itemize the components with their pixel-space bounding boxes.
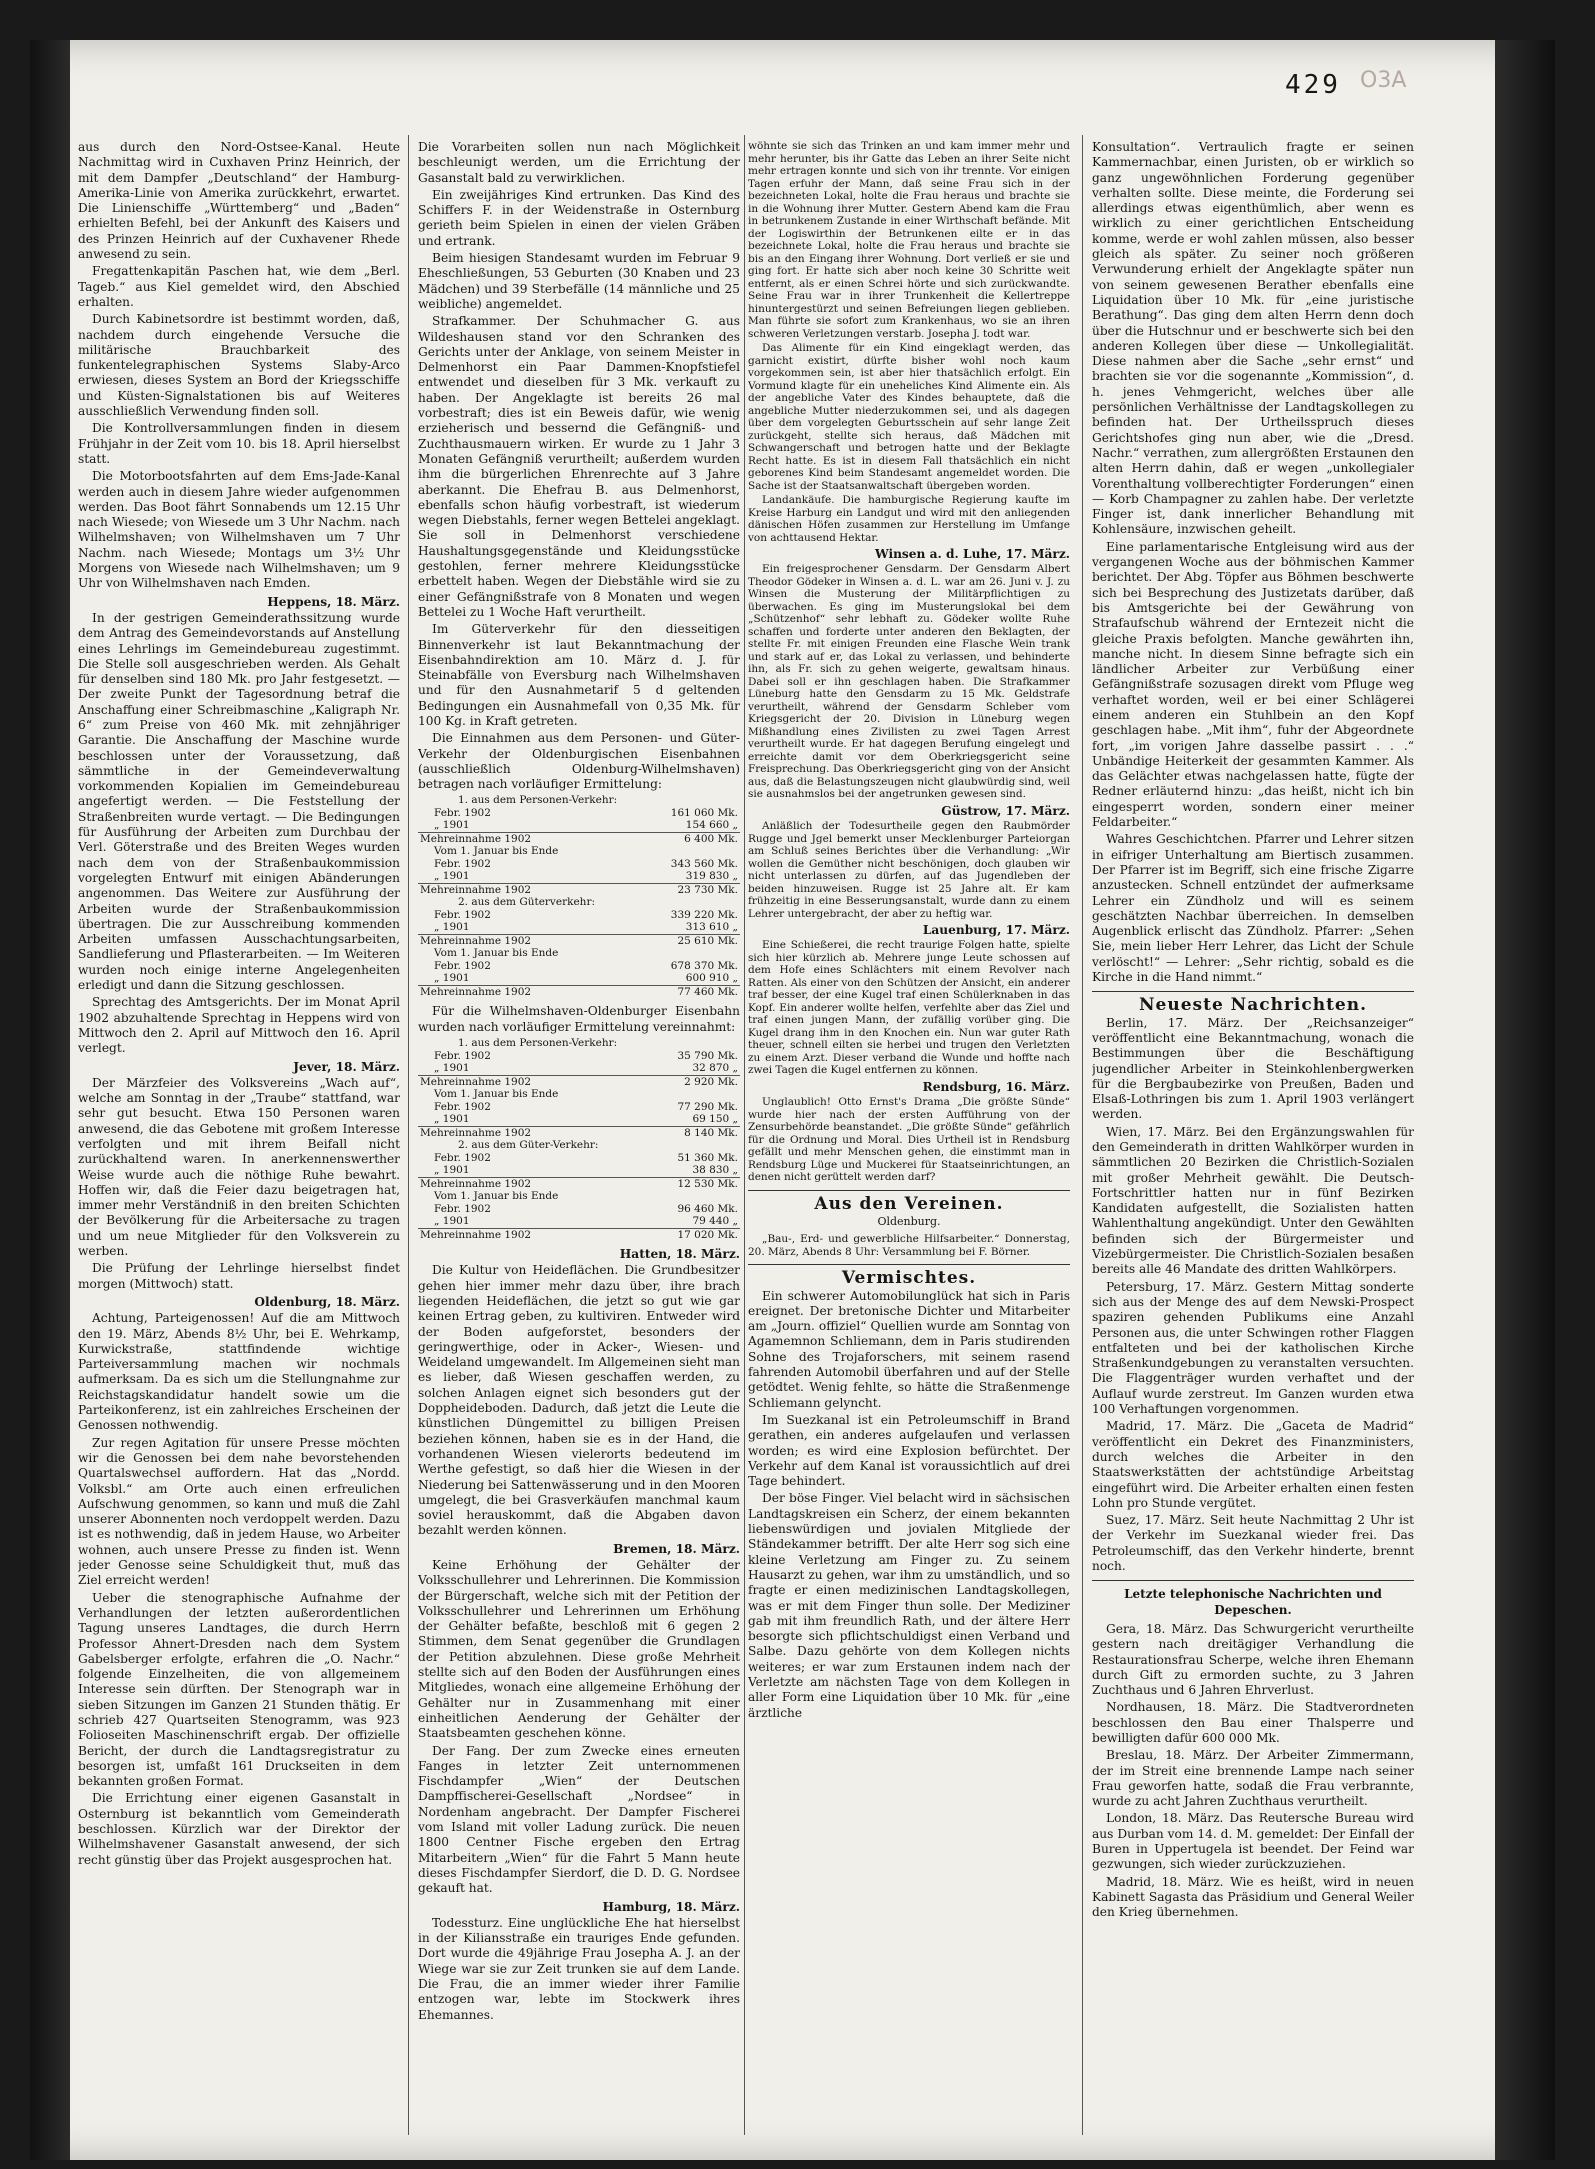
table-cell: Vom 1. Januar bis Ende <box>434 845 559 858</box>
section-subtitle: Oldenburg. <box>877 1214 941 1228</box>
news-item: Berlin, 17. März. Der „Reichsanzeiger“ veröffentlicht eine Bekanntmachung, wonach die Bestimmungen über die Beschäftigung jugendlicher Arbeiter in Steinkohlenbergwerken für die Bergbaubezirke von Preußen, Baden und Elsaß-Lothringen bis zum 1. April 1903 verlängert werden. <box>1092 1015 1414 1122</box>
column-1 <box>78 140 400 2135</box>
section-divider <box>1092 991 1414 992</box>
table-cell: „ 1901 <box>434 1215 470 1228</box>
article-text: Unglaublich! Otto Ernst's Drama „Die größte Sünde“ wurde hier nach der ersten Aufführung von der Zensurbehörde beanstandet. „Die größte Sünde“ gefährlich für die Ordnung und Moral. Dies Urtheil ist in Rendsburg gefällt und mehr Menschen gehen, die einstimmt man in Rendsburg Lüge und Muckerei für Staatseinrichtungen, an denen nicht gerüttelt werden darf? <box>748 1096 1070 1184</box>
article-text: Die Einnahmen aus dem Personen- und Güter-Verkehr der Oldenburgischen Eisenbahnen (ausschließlich Oldenburg-Wilhelmshaven) betragen nach vorläufiger Ermittelung: <box>418 731 740 792</box>
table-cell: 38 830 „ <box>692 1164 738 1177</box>
section-title: Neueste Nachrichten. <box>1138 995 1368 1016</box>
article-text: Die Kontrollversammlungen finden in diesem Frühjahr in der Zeit vom 10. bis 18. April hierselbst statt. <box>78 421 400 466</box>
table-cell <box>633 845 740 858</box>
article-text: Eine Schießerei, die recht traurige Folgen hatte, spielte sich hier kürzlich ab. Mehrere junge Leute schossen auf dem Hofe eines Schlächters mit einem Revolver nach Ratten. Als einer von den Schützen der Ansicht, ein anderer traf besser, der eine Kugel traf einen Schülerknaben in das Kopf. Ein anderer wollte helfen, verfehlte aber das Ziel und traf einen jungen Mann, der zufällig vorüber ging. Die Kugel drang ihm in den Knochen ein. Nun war guter Rath theuer, schnell eilten sie herbei und trugen den Verletzten zu einem Arzt. Dieser verband die Wunde und hoffte nach zwei Tagen die Kugel entfernen zu können. <box>748 939 1070 1077</box>
article-text: In der gestrigen Gemeinderathssitzung wurde dem Antrag des Gemeindevorstands auf Anstellung eines Lehrlings im Gemeindebureau zugestimmt. Die Stelle soll ausgeschrieben werden. Als Gehalt für denselben sind 180 Mk. pro Jahr festgesetzt. — Der zweite Punkt der Tagesordnung betraf die Anschaffung einer Schreibmaschine „Kaligraph Nr. 6“ zum Preise von 460 Mk. mit zehnjähriger Garantie. Die Anschaffung der Maschine wurde beschlossen unter der Voraussetzung, daß sämmtliche in der Gemeindeverwaltung vorkommenden Kopialien im Gemeindebureau angefertigt werden. — Die Feststellung der Straßenbreiten wurde vertagt. — Die Bedingungen für Ausführung der Arbeiten zum Durchbau der Verl. Göterstraße und des Breiten Weges wurden nach dem von der Straßenbaukommission vorgelegten Entwurf mit einigen Abänderungen angenommen. Das Weitere zur Ausführung der Arbeiten wurde der Straßenbaukommission übertragen. Die zur Ausschreibung kommenden Arbeiten umfassen Ausschachtungsarbeiten, Sandlieferung und Pflasterarbeiten. — Im Weiteren wurden noch einige interne Angelegenheiten erledigt und dann die Sitzung geschlossen. <box>78 610 400 993</box>
table-cell: Febr. 1902 <box>434 806 491 819</box>
table-cell: „ 1901 <box>434 972 470 985</box>
dateline: Hatten, 18. März. <box>619 1247 740 1262</box>
article-text: Fregattenkapitän Paschen hat, wie dem „Berl. Tageb.“ aus Kiel gemeldet wird, den Abschied erhalten. <box>78 264 400 309</box>
news-item: Nordhausen, 18. März. Die Stadtverordneten beschlossen den Bau einer Thalsperre und bewilligten dafür 600 000 Mk. <box>1092 1700 1414 1745</box>
table-cell: Vom 1. Januar bis Ende <box>434 947 559 960</box>
table-cell: „ 1901 <box>434 1062 470 1075</box>
article-text: Der Fang. Der zum Zwecke eines erneuten Fanges in letzter Zeit unternommenen Fischdampfer „Wien“ der Deutschen Dampffischerei-Gesellschaft „Nordsee“ in Nordenham angebracht. Der Dampfer Fischerei vom Island mit voller Ladung zurück. Die neuen 1800 Centner Fische ergeben den Ertrag Mitarbeitern „Wien“ für die Fahrt 5 Mann heute dieses Fischdampfer Sierdorf, die D. D. G. Nordsee gekauft hat. <box>418 1743 740 1896</box>
table-cell: Mehreinnahme 1902 <box>418 985 633 998</box>
article-text: Für die Wilhelmshaven-Oldenburger Eisenbahn wurden nach vorläufiger Ermittelung vereinnahmt: <box>418 1004 740 1034</box>
table-cell <box>640 1190 740 1203</box>
table-cell: „ 1901 <box>434 870 470 883</box>
dateline: Winsen a. d. Luhe, 17. März. <box>874 547 1070 561</box>
table-cell: Febr. 1902 <box>434 908 491 921</box>
table-cell: Mehreinnahme 1902 <box>418 1177 640 1190</box>
table-cell: Mehreinnahme 1902 <box>418 934 633 947</box>
section-title: Letzte telephonische Nachrichten und Depeschen. <box>1124 1587 1382 1617</box>
article-text: Zur regen Agitation für unsere Presse möchten wir die Genossen bei dem nahe bevorstehenden Quartalswechsel auffordern. Hat das „Nordd. Volksbl.“ am Orte auch einen erfreulichen Aufschwung genommen, so kann und muß die Zahl unserer Abonnenten noch verdoppelt werden. Dazu ist es nothwendig, daß in jedem Hause, wo Arbeiter wohnen, auch unsere Presse zu finden ist. Wenn jeder Genosse seine Schuldigkeit thut, muß das Ziel erreicht werden! <box>78 1435 400 1588</box>
article-text: Sprechtag des Amtsgerichts. Der im Monat April 1902 abzuhaltende Sprechtag in Heppens wird von Mittwoch den 2. April auf Mittwoch den 16. April verlegt. <box>78 995 400 1056</box>
table-cell: Mehreinnahme 1902 <box>418 1228 640 1241</box>
table-heading: 1. aus dem Personen-Verkehr: <box>458 1037 618 1050</box>
scan-edge-right <box>1495 40 1555 2160</box>
article-text: aus durch den Nord-Ostsee-Kanal. Heute Nachmittag wird in Cuxhaven Prinz Heinrich, der mit dem Dampfer „Deutschland“ der Hamburg-Amerika-Linie von Amerika zurückkehrt, erwartet. Die Linienschiffe „Württemberg“ und „Baden“ erhielten Befehl, bei der Ankunft des Kaisers und des Prinzen Heinrich auf der Cuxhavener Rhede anwesend zu sein. <box>78 140 400 262</box>
table-cell: Mehreinnahme 1902 <box>418 1075 640 1088</box>
dateline: Güstrow, 17. März. <box>941 803 1070 818</box>
table-cell: Mehreinnahme 1902 <box>418 1126 640 1139</box>
dateline: Jever, 18. März. <box>293 1059 400 1074</box>
table-cell: 77 460 Mk. <box>633 985 740 998</box>
article-text: Der Märzfeier des Volksvereins „Wach auf“, welche am Sonntag in der „Traube“ stattfand, war sehr gut besucht. Etwa 150 Personen waren anwesend, die das Gebotene mit großem Interesse verfolgten und mit ihrem Beifall nicht zurückhaltend waren. In anerkennenswerther Weise wurde auch die nöthige Ruhe bewahrt. Hoffen wir, daß die Feier dazu beigetragen hat, immer mehr Verständniß in den breiten Schichten der Bevölkerung für die Arbeitersache zu tragen und um neue Mitglieder für den Volksverein zu werben. <box>78 1075 400 1259</box>
section-divider <box>1092 1580 1414 1581</box>
table-cell: 313 610 „ <box>685 921 738 934</box>
table-cell: Vom 1. Januar bis Ende <box>434 1190 559 1203</box>
table-cell: 343 560 Mk. <box>670 857 738 870</box>
table-cell: „ 1901 <box>434 1164 470 1177</box>
table-cell: 161 060 Mk. <box>670 806 738 819</box>
dateline: Bremen, 18. März. <box>613 1541 740 1556</box>
article-text: Der böse Finger. Viel belacht wird in sächsischen Landtagskreisen ein Scherz, der einem bekannten liebenswürdigen und jovialen Mitgliede der Ständekammer betrifft. Der alte Herr sog sich eine kleine Verletzung am Finger zu. Zu seinem Hausarzt zu gehen, war ihm zu umständlich, und so fragte er einen medizinischen Landtagskollegen, was er mit dem Finger thun solle. Der Mediziner gab mit ihm freundlich Rath, und der ältere Herr besorgte sich pflichtschuldigst einen Verband und Salbe. Dazu gehörte von dem Kollegen nichts weiteres; er war zum Erstaunen indem nach der Verletzte am nächsten Tage von dem Kollegen in aller Form eine Liquidation über 10 Mk. für „eine ärztliche <box>748 1491 1070 1720</box>
section-title: Aus den Vereinen. <box>814 1193 1004 1214</box>
page-number: 429 <box>1285 70 1341 100</box>
news-item: Suez, 17. März. Seit heute Nachmittag 2 Uhr ist der Verkehr im Suezkanal wieder frei. Das Petroleumschiff, das den Verkehr hinderte, brennt noch. <box>1092 1513 1414 1574</box>
article-text: wöhnte sie sich das Trinken an und kam immer mehr und mehr herunter, bis ihr Gatte das Leben an ihrer Seite nicht mehr ertragen konnte und sich von ihr trennte. Vor einigen Tagen erfuhr der Mann, daß seine Frau sich in der bezeichneten Lokal, holte die Frau heraus und brachte sie in die Wohnung ihrer Mutter. Gestern Abend kam die Frau in betrunkenem Zustande in einer Wirthschaft befände. Mit der Logiswirthin der Betrunkenen eilte er in das bezeichnete Lokal, holte die Frau heraus und brachte sie bis an den Eingang ihrer Wohnung. Dort verließ er sie und ging fort. Er hatte sich aber noch keine 30 Schritte weit entfernt, als er einen Schrei hörte und sich zurückwandte. Seine Frau war in ihrer Trunkenheit die Kellertreppe hinuntergestürzt und seinen Befreiungen liegen geblieben. Man führte sie sofort zum Krankenhaus, wo sie an ihren schweren Verletzungen verstarb. Josepha J. todt war. <box>748 140 1070 340</box>
table-cell: 154 660 „ <box>685 819 738 832</box>
table-cell: 77 290 Mk. <box>677 1100 738 1113</box>
table-cell: Febr. 1902 <box>434 1100 491 1113</box>
column-3 <box>748 140 1070 2135</box>
dateline: Lauenburg, 17. März. <box>922 923 1070 938</box>
dateline: Rendsburg, 16. März. <box>922 1079 1070 1094</box>
table-cell: 319 830 „ <box>685 870 738 883</box>
archive-stamp: O3A <box>1360 68 1407 93</box>
news-item: Breslau, 18. März. Der Arbeiter Zimmermann, der im Streit eine brennende Lampe nach seiner Frau geworfen hatte, sodaß die Frau verbrannte, wurde zu acht Jahren Zuchthaus verurtheilt. <box>1092 1748 1414 1809</box>
table-cell: 79 440 „ <box>692 1215 738 1228</box>
section-divider <box>748 1264 1070 1265</box>
table-heading: 1. aus dem Personen-Verkehr: <box>458 794 618 807</box>
table-cell: 2 920 Mk. <box>640 1075 740 1088</box>
article-text: Die Kultur von Heideflächen. Die Grundbesitzer gehen hier immer mehr dazu über, ihre brach liegenden Heideflächen, die jetzt so gut wie gar keinen Ertrag geben, zu kultiviren. Entweder wird der Boden aufgeforstet, besonders der geringwerthige, oder in Acker-, Wiesen- und Weideland umgewandelt. Im Allgemeinen sieht man es lieber, daß Wiesen geschaffen werden, zu solchen Anlagen eignet sich besonders gut der Doppheideboden. Dadurch, daß jetzt die Leute die künstlichen Düngemittel zu billigen Preisen beziehen können, haben sie es in der Hand, die vorhandenen Wiesen vielerorts bedeutend im Werthe gefestigt, so daß hier die Wiesen in der Niederung bei Sattenwässerung und in den Mooren umgelegt, die bei Grasverkäufen manchmal kaum soviel herauskommt, daß die Abgaben davon bezahlt werden können. <box>418 1263 740 1538</box>
scan-edge-left <box>30 40 70 2160</box>
table-cell: 35 790 Mk. <box>677 1049 738 1062</box>
article-text: Konsultation“. Vertraulich fragte er seinen Kammernachbar, einen Juristen, ob er wirklich so ganz ungewöhnlichen Forderung gegenüber verhalten sollte. Diese meinte, die Forderung sei allerdings etwas eigenthümlich, aber wenn es wirklich zu einer gerichtlichen Entscheidung komme, werde er wohl zahlen müssen, also besser gleich als später. Zu seiner noch größeren Verwunderung erhielt der Angeklagte später nun von seinem gewesenen Berather ebenfalls eine Liquidation über 10 Mk. für „eine juristische Berathung“. Das ging dem alten Herrn denn doch über die Hutschnur und er beschwerte sich bei den anderen Kollegen über diese — Unkollegialität. Diese nahmen aber die Sache „sehr ernst“ und brachten sie vor die sogenannte „Kommission“, d. h. jenes Vehmgericht, welches über alle persönlichen Verhältnisse der Landtagskollegen zu befinden hat. Der Urtheilsspruch dieses Gerichtshofes ging nun aber, wie die „Dresd. Nachr.“ verrathen, zum allergrößten Erstaunen den alten Herrn dahin, daß er wegen „unkollegialer Vorenthaltung vollberechtigter Forderungen“ einen — Korb Champagner zu zahlen habe. Der verletzte Finger ist, dank innerlicher Behandlung mit Kohlensäure, inzwischen geheilt. <box>1092 140 1414 537</box>
table-cell <box>633 947 740 960</box>
table-cell: 678 370 Mk. <box>670 959 738 972</box>
article-text: Ein freigesprochener Gensdarm. Der Gensdarm Albert Theodor Gödeker in Winsen a. d. L. war am 26. Juni v. J. zu Winsen die Musterung der Militärpflichtigen zu überwachen. Es ging im Musterungslokal bei dem „Schützenhof“ sehr lebhaft zu. Gödeker wollte Ruhe schaffen und forderte unter anderen den Beklagten, der stellte Fr. mit einigen Freunden eine Flasche Wein trank und stark auf er, das Lokal zu verlassen, und behinderte ihn, als Fr. sich zu gehen weigerte, gewaltsam hinaus. Dabei soll er ihn geschlagen haben. Die Strafkammer Lüneburg hatte den Gensdarm zu 15 Mk. Geldstrafe verurtheilt, während der Gensdarm Schleber vom Kriegsgericht der 20. Division in Lüneburg wegen Mißhandlung eines Zivilisten zu zwei Tagen Arrest verurtheilt wurde. Er hat dagegen Berufung eingelegt und erreichte damit vor dem Oberkriegsgericht seine Freisprechung. Das Oberkriegsgericht ging von der Ansicht aus, daß die Belastungszeugen nicht glaubwürdig sind, weil sie ausnahmslos bei der angetrunken gewesen sind. <box>748 563 1070 801</box>
news-item: Madrid, 18. März. Wie es heißt, wird in neuen Kabinett Sagasta das Präsidium und General Weiler den Krieg übernehmen. <box>1092 1874 1414 1920</box>
article-text: Ein zweijähriges Kind ertrunken. Das Kind des Schiffers F. in der Weidenstraße in Osternburg gerieth beim Spielen in einen der vielen Gräben und ertrank. <box>418 187 740 248</box>
article-text: Beim hiesigen Standesamt wurden im Februar 9 Eheschließungen, 53 Geburten (30 Knaben und 23 Mädchen) und 39 Sterbefälle (14 männliche und 25 weibliche) angemeldet. <box>418 251 740 311</box>
article-text: Keine Erhöhung der Gehälter der Volksschullehrer und Lehrerinnen. Die Kommission der Bürgerschaft, welche sich mit der Petition der Volksschullehrer und Lehrerinnen um Erhöhung der Gehälter befaßte, beschloß mit 6 gegen 2 Stimmen, dem Senat gegenüber die Grundlagen der Petition abzulehnen. Diese große Mehrheit stellte sich auf den Boden der Ausführungen eines Mitgliedes, wonach eine allgemeine Erhöhung der Gehälter nur in Zusammenhang mit einer einheitlichen Aenderung der Gehälter der Staatsbeamten geschehen könne. <box>418 1558 740 1741</box>
table-cell: Febr. 1902 <box>434 857 491 870</box>
table-cell: 8 140 Mk. <box>640 1126 740 1139</box>
article-text: Im Güterverkehr für den diesseitigen Binnenverkehr ist laut Bekanntmachung der Eisenbahndirektion am 10. März d. J. für Steinabfälle von Eversburg nach Wilhelmshaven und für den Ausnahmetarif 5 d geltenden Bedingungen ein Ausnahmefall von 0,35 Mk. für 100 Kg. in Kraft getreten. <box>418 622 740 728</box>
table-cell: Febr. 1902 <box>434 1202 491 1215</box>
table-cell: Mehreinnahme 1902 <box>418 832 633 845</box>
table-cell: 339 220 Mk. <box>670 908 738 921</box>
column-4 <box>1092 140 1414 2135</box>
table-cell: 51 360 Mk. <box>677 1151 738 1164</box>
column-rule <box>1082 135 1083 2135</box>
news-item: Madrid, 17. März. Die „Gaceta de Madrid“ veröffentlicht ein Dekret des Finanzministers, durch welches die Arbeiter in den Staatswerkstätten der achtstündige Arbeitstag eingeführt wird. Die Arbeiter erhalten einen festen Lohn pro Stunde vergütet. <box>1092 1419 1414 1510</box>
table-cell: 69 150 „ <box>692 1113 738 1126</box>
table-heading: 2. aus dem Güterverkehr: <box>458 896 595 909</box>
table-cell: Vom 1. Januar bis Ende <box>434 1088 559 1101</box>
section-divider <box>748 1190 1070 1191</box>
table-cell: Mehreinnahme 1902 <box>418 883 633 896</box>
revenue-table-1 <box>418 794 740 998</box>
news-item: Petersburg, 17. März. Gestern Mittag sonderte sich aus der Menge des auf dem Newski-Prospect spaziren gehenden Publikums eine Anzahl Personen aus, die unter Schwingen rother Flaggen entfalteten und bei der katholischen Kirche Straßenkundgebungen zu veranstalten versuchten. Die Flaggenträger wurden verhaftet und der Auflauf wurde zerstreut. Im Ganzen wurden etwa 100 Verhaftungen vorgenommen. <box>1092 1279 1414 1417</box>
article-text: Durch Kabinetsordre ist bestimmt worden, daß, nachdem durch eingehende Versuche die militärische Brauchbarkeit des funkentelegraphischen Systems Slaby-Arco erwiesen, dieses System an Bord der Kriegsschiffe und Küsten-Signalstationen bis auf Weiteres ausschließlich Verwendung finden soll. <box>78 312 400 419</box>
news-item: London, 18. März. Das Reutersche Bureau wird aus Durban vom 14. d. M. gemeldet: Der Einfall der Buren in Uppertugela ist beendet. Der Feind war gezwungen, sich wieder zurückzuziehen. <box>1092 1811 1414 1872</box>
article-text: Strafkammer. Der Schuhmacher G. aus Wildeshausen stand vor den Schranken des Gerichts unter der Anklage, von seinem Meister in Delmenhorst ein Paar Dammen-Knopfstiefel entwendet und dieselben für 3 Mk. verkauft zu haben. Der Angeklagte ist bereits 26 mal vorbestraft; dies ist ein Beweis dafür, wie wenig erzieherisch und bessernd die Gefängniß- und Zuchthausmauern wirken. Er wurde zu 1 Jahr 3 Monaten Gefängniß verurtheilt; außerdem wurden ihm die bürgerlichen Ehrenrechte auf 3 Jahre aberkannt. Die Ehefrau B. aus Delmenhorst, ebenfalls schon häufig vorbestraft, ist wiederum wegen Diebstahls, ferner wegen Bettelei angeklagt. Sie soll in Delmenhorst verschiedene Haushaltungsgegenstände und Kleidungsstücke gestohlen, ferner mehrere Kleidungsstücke erbettelt haben. Wegen der Diebstähle wird sie zu einer Gefängnißstrafe von 8 Monaten und wegen Bettelei zu 1 Woche Haft verurtheilt. <box>418 314 740 619</box>
revenue-table-2 <box>418 1037 740 1241</box>
article-text: Anläßlich der Todesurtheile gegen den Raubmörder Rugge und Jgel bemerkt unser Mecklenburger Parteiorgan am Schluß seines Berichtes über die Verhandlung: „Wir wollen die Gemüther nicht beschönigen, doch glauben wir nicht unterlassen zu dürfen, auf das Jugendleben der beiden hinzuweisen. Rugge ist 25 Jahre alt. Er kam frühzeitig in eine Besserungsanstalt, wurde dann zu einem Lehrer untergebracht, der aber zu heftig war. <box>748 820 1070 920</box>
article-text: Wahres Geschichtchen. Pfarrer und Lehrer sitzen in eifriger Unterhaltung am Biertisch zusammen. Der Pfarrer ist im Begriff, sich eine frische Zigarre anzustecken. Schnell entzündet der aufmerksame Lehrer ein Zündholz und will es seinem geschätzten Nachbar überreichen. In demselben Augenblick erlischt das Zündholz. Pfarrer: „Sehen Sie, mein lieber Herr Lehrer, das Licht der Schule verlöscht!“ — Lehrer: „Sehr richtig, sobald es die Kirche in die Hand nimmt.“ <box>1092 832 1414 985</box>
table-cell: 6 400 Mk. <box>633 832 740 845</box>
table-cell: 17 020 Mk. <box>640 1228 740 1241</box>
article-text: Landankäufe. Die hamburgische Regierung kaufte im Kreise Harburg ein Landgut und wird mit den anliegenden dänischen Höfen zusammen zur Herstellung im Umfange von achttausend Hektar. <box>748 494 1070 544</box>
table-cell: 25 610 Mk. <box>633 934 740 947</box>
table-cell <box>640 1088 740 1101</box>
article-text: Die Motorbootsfahrten auf dem Ems-Jade-Kanal werden auch in diesem Jahre wieder aufgenommen werden. Das Boot fährt Sonnabends um 12.15 Uhr nach Wiesede; von Wiesede um 3 Uhr Nachm. nach Wilhelmshaven; von Wilhelmshaven um 7 Uhr Nachm. nach Wiesede; Montags um 3½ Uhr Morgens von Wiesede nach Wilhelmshaven; um 9 Uhr von Wilhelmshaven nach Emden. <box>78 469 400 591</box>
table-cell: 23 730 Mk. <box>633 883 740 896</box>
table-cell: „ 1901 <box>434 819 470 832</box>
article-text: Das Alimente für ein Kind eingeklagt werden, das garnicht existirt, dürfte bisher wohl noch kaum vorgekommen sein, ist aber hier thatsächlich erfolgt. Ein Vormund klagte für ein uneheliches Kind Alimente ein. Als der angebliche Vater des Kindes behauptete, daß die angebliche Mutter niederzukommen sei, und als dagegen über dem vorgelegten Geburtsschein auf sehr lange Zeit zurückgeht, stellte sich heraus, daß Mädchen mit Schwangerschaft und betrogen hatte und der Beklagte Recht hatte. Es ist in diesem Fall thatsächlich ein nicht geborenes Kind beim Standesamt angemeldet worden. Die Sache ist der Staatsanwaltschaft übergeben worden. <box>748 342 1070 492</box>
article-text: Ein schwerer Automobilunglück hat sich in Paris ereignet. Der bretonische Dichter und Mitarbeiter am „Journ. offiziel“ Quellien wurde am Sonntag von Agamemnon Schliemann, dem in Paris studirenden Sohne des Trojaforschers, mit seinem rasend fahrenden Automobil überfahren und auf der Stelle getödtet. Wenig fehlte, so hätte die Straßenmenge Schliemann gelyncht. <box>748 1288 1070 1410</box>
article-text: Todessturz. Eine unglückliche Ehe hat hierselbst in der Kiliansstraße ein trauriges Ende gefunden. Dort wurde die 49jährige Frau Josepha A. J. an der Wiege war sie zur Zeit trunken sie auf dem Lande. Die Frau, die an immer wieder ihrer Familie entzogen war, lebte im Stockwerk ihres Ehemannes. <box>418 1915 740 2022</box>
dateline: Heppens, 18. März. <box>267 594 400 609</box>
article-text: Die Prüfung der Lehrlinge hierselbst findet morgen (Mittwoch) statt. <box>78 1261 400 1291</box>
section-title: Vermischtes. <box>841 1268 977 1289</box>
article-text: Achtung, Parteigenossen! Auf die am Mittwoch den 19. März, Abends 8½ Uhr, bei E. Wehrkamp, Kurwickstraße, stattfindende wichtige Parteiversammlung machen wir nochmals aufmerksam. Da es sich um die Stellungnahme zur Reichstagskandidatur handelt sowie um die Parteikonferenz, ist ein zahlreiches Erscheinen der Genossen nothwendig. <box>78 1311 400 1433</box>
article-text: Eine parlamentarische Entgleisung wird aus der vergangenen Woche aus der böhmischen Kammer berichtet. Der Abg. Töpfer aus Böhmen beschwerte sich bei Besprechung des Justizetats darüber, daß bis Amtsgerichte bei der Gewährung von Strafaufschub während der Erntezeit nicht die gleiche Praxis befolgten. Manche gewährten ihn, manche nicht. In diesem Sinne befragte sich ein ländlicher Arbeiter zur Verbüßung einer Gefängnißstrafe sozusagen direkt vom Pfluge weg verhaftet worden, weil er bei einer Schlägerei einem anderen ein Stuhlbein an den Kopf geschlagen habe. „Mit ihm“, fuhr der Abgeordnete fort, „im vorigen Jahre dasselbe passirt . . .“ Unbändige Heiterkeit der gesammten Kammer. Als das Gelächter etwas nachgelassen hatte, fügte der Redner erläuternd hinzu: „das heißt, nicht ich bin eingesperrt worden, sondern einer meiner Feldarbeiter.“ <box>1092 539 1414 830</box>
table-cell: 12 530 Mk. <box>640 1177 740 1190</box>
column-rule <box>408 135 409 2135</box>
table-cell: Febr. 1902 <box>434 1049 491 1062</box>
table-heading: 2. aus dem Güter-Verkehr: <box>458 1139 599 1152</box>
column-2 <box>418 140 740 2135</box>
article-text: Die Vorarbeiten sollen nun nach Möglichkeit beschleunigt werden, um die Errichtung der Gasanstalt bald zu verwirklichen. <box>418 140 740 185</box>
table-cell: 96 460 Mk. <box>677 1202 738 1215</box>
article-text: „Bau-, Erd- und gewerbliche Hilfsarbeiter.“ Donnerstag, 20. März, Abends 8 Uhr: Versammlung bei F. Börner. <box>748 1233 1070 1258</box>
table-cell: Febr. 1902 <box>434 1151 491 1164</box>
table-cell: „ 1901 <box>434 921 470 934</box>
table-cell: 32 870 „ <box>692 1062 738 1075</box>
article-text: Die Errichtung einer eigenen Gasanstalt in Osternburg ist bekanntlich vom Gemeinderath beschlossen. Kürzlich war der Direktor der Wilhelmshavener Gasanstalt anwesend, der sich recht günstig über das Projekt ausgesprochen hat. <box>78 1791 400 1867</box>
news-item: Wien, 17. März. Bei den Ergänzungswahlen für den Gemeinderath in dritten Wahlkörper wurden in sämmtlichen 20 Bezirken die Christlich-Sozialen mit großer Mehrheit gewählt. Die Deutsch-Fortschrittler hatten nur in fünf Bezirken Kandidaten aufgestellt, die Sozialisten hatten Wahlenthaltung angekündigt. Unter den Gewählten befinden sich der Bürgermeister und Vizebürgermeister. Die Christlich-Sozialen besaßen bereits alle 46 Mandate des dritten Wahlkörpers. <box>1092 1124 1414 1277</box>
article-text: Im Suezkanal ist ein Petroleumschiff in Brand gerathen, ein anderes aufgelaufen und verlassen worden; es wird eine Explosion befürchtet. Der Verkehr auf dem Kanal ist voraussichtlich auf drei Tage behindert. <box>748 1412 1070 1489</box>
news-item: Gera, 18. März. Das Schwurgericht verurtheilte gestern nach dreitägiger Verhandlung die Restaurationsfrau Scherpe, welche ihren Ehemann durch Gift zu ermorden suchte, zu 3 Jahren Zuchthaus und 6 Jahren Ehrverlust. <box>1092 1621 1414 1698</box>
table-cell: Febr. 1902 <box>434 959 491 972</box>
column-rule <box>744 135 745 2135</box>
table-cell: „ 1901 <box>434 1113 470 1126</box>
dateline: Hamburg, 18. März. <box>602 1899 740 1914</box>
article-text: Ueber die stenographische Aufnahme der Verhandlungen der letzten außerordentlichen Tagung unseres Landtages, die durch Herrn Professor Ahnert-Dresden nach dem System Gabelsberger erfolgte, erfahren die „O. Nachr.“ folgende Einzelheiten, die von allgemeinem Interesse sein dürften. Der Stenograph war in sieben Sitzungen im Ganzen 21 Stunden thätig. Er schrieb 427 Quartseiten Stenogramm, was 923 Folioseiten Maschinenschrift ergab. Der offizielle Bericht, der durch die Landtagsregistratur zu besorgen ist, umfaßt 161 Druckseiten in dem bekannten großen Format. <box>78 1590 400 1789</box>
table-cell: 600 910 „ <box>685 972 738 985</box>
dateline: Oldenburg, 18. März. <box>254 1294 400 1309</box>
